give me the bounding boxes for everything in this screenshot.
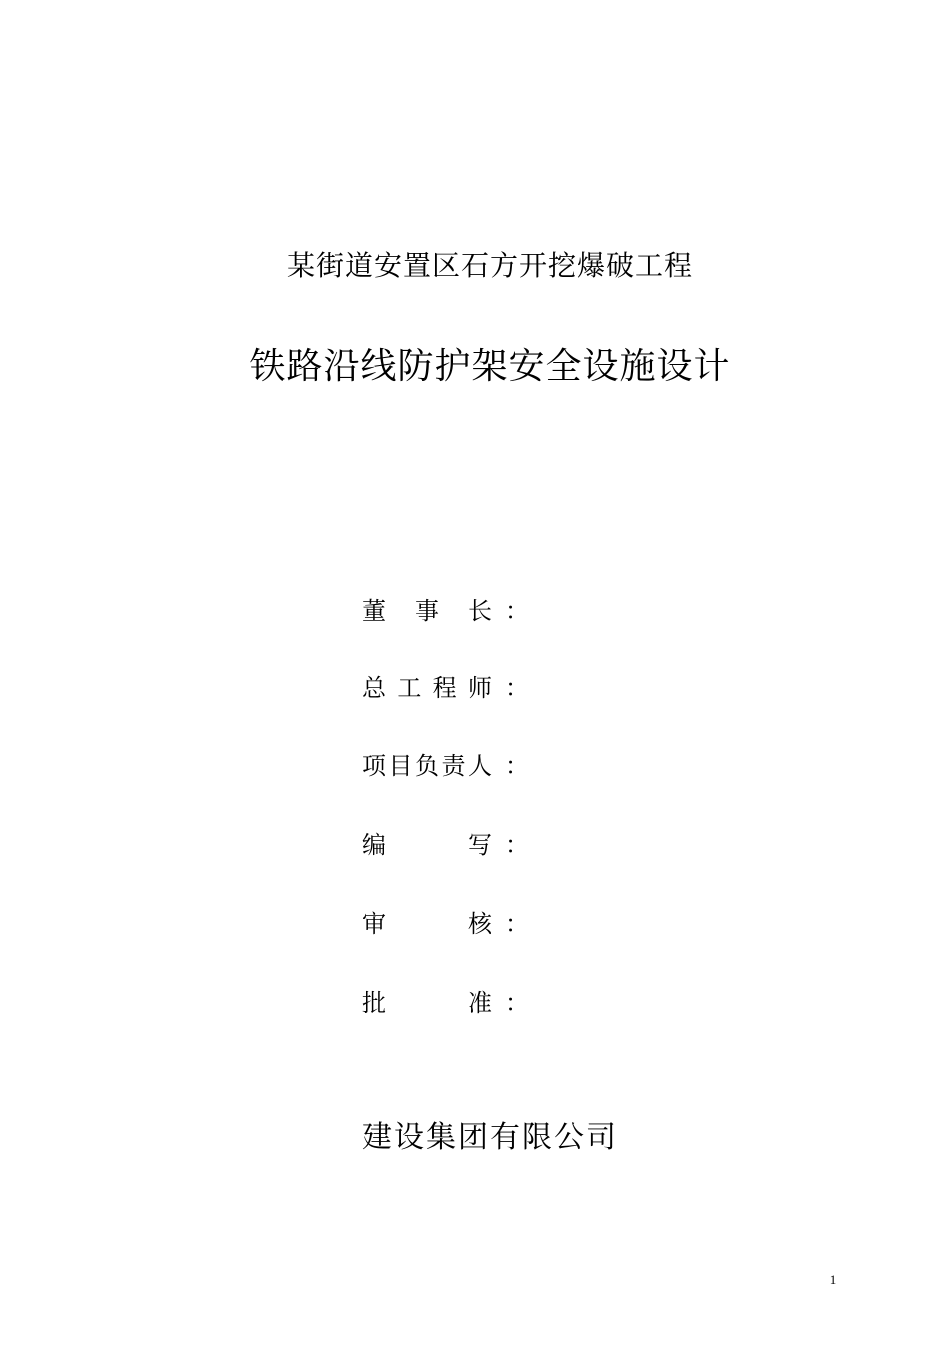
signature-value	[532, 594, 752, 628]
label-char: 董	[362, 597, 386, 625]
page-number: 1	[829, 1272, 837, 1287]
label-char: 目	[388, 752, 413, 780]
signature-colon: ：	[505, 989, 529, 1017]
signature-row-reviewer	[362, 907, 762, 941]
label-char: 师	[467, 674, 492, 702]
label-char: 责	[441, 752, 466, 780]
label-char: 人	[468, 752, 492, 780]
label-char: 核	[468, 910, 492, 938]
signature-colon: ：	[505, 831, 529, 859]
label-char: 工	[397, 674, 422, 702]
signature-label	[362, 986, 492, 1020]
label-char: 准	[468, 989, 492, 1017]
signature-row-project-manager	[362, 749, 762, 783]
label-char: 长	[468, 597, 492, 625]
signature-row-author	[362, 828, 762, 862]
signature-label	[362, 828, 492, 862]
signature-value	[532, 828, 752, 862]
signature-label	[362, 907, 492, 941]
signature-value	[532, 749, 752, 783]
project-name: 某街道安置区石方开挖爆破工程	[286, 249, 693, 282]
label-char: 事	[415, 597, 439, 625]
label-char: 批	[362, 989, 386, 1017]
label-char: 程	[432, 674, 457, 702]
signature-block	[362, 0, 762, 1100]
label-char: 审	[362, 910, 386, 938]
signature-row-approver	[362, 986, 762, 1020]
signature-colon: ：	[505, 597, 529, 625]
document-title: 铁路沿线防护架安全设施设计	[249, 346, 731, 387]
signature-label	[362, 671, 492, 705]
label-char: 项	[362, 752, 386, 780]
signature-value	[532, 907, 752, 941]
signature-colon: ：	[505, 674, 529, 702]
signature-label	[362, 749, 492, 783]
signature-value	[532, 671, 752, 705]
label-char: 写	[468, 831, 492, 859]
signature-label	[362, 594, 492, 628]
signature-colon: ：	[505, 752, 529, 780]
company-name: 建设集团有限公司	[362, 1120, 618, 1155]
label-char: 编	[362, 831, 386, 859]
label-char: 总	[362, 674, 386, 702]
signature-colon: ：	[505, 910, 529, 938]
label-char: 负	[415, 752, 439, 780]
signature-row-chairman	[362, 594, 762, 628]
signature-row-chief-engineer	[362, 671, 762, 705]
signature-value	[532, 986, 752, 1020]
